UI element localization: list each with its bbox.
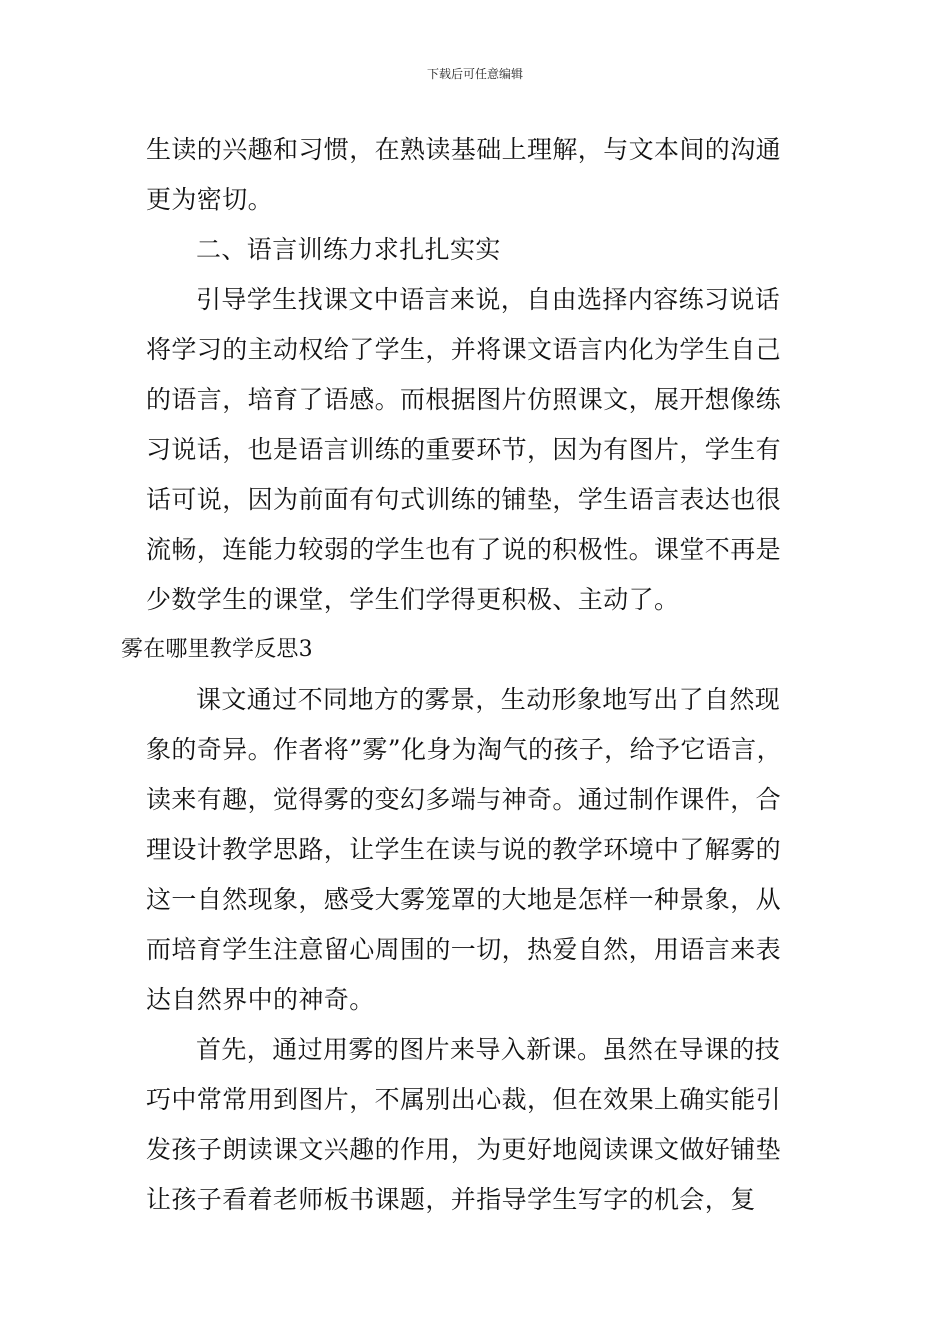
section-heading: 二、语言训练力求扎扎实实 (196, 235, 501, 264)
body-line: 让孩子看着老师板书课题，并指导学生写字的机会，复 (146, 1185, 756, 1214)
body-line: 少数学生的课堂，学生们学得更积极、主动了。 (146, 585, 680, 614)
body-line: 流畅，连能力较弱的学生也有了说的积极性。课堂不再是 (146, 535, 782, 564)
body-line: 的语言，培育了语感。而根据图片仿照课文，展开想像练 (146, 385, 782, 414)
body-line: 首先，通过用雾的图片来导入新课。虽然在导课的技 (196, 1035, 781, 1064)
section-title: 雾在哪里教学反思3 (121, 637, 313, 662)
body-line: 将学习的主动权给了学生，并将课文语言内化为学生自己 (146, 335, 782, 364)
body-line: 生读的兴趣和习惯，在熟读基础上理解，与文本间的沟通 (146, 135, 782, 164)
header-note: 下载后可任意编辑 (426, 67, 523, 81)
body-line: 而培育学生注意留心周围的一切，热爱自然，用语言来表 (146, 935, 782, 964)
body-line: 理设计教学思路，让学生在读与说的教学环境中了解雾的 (146, 835, 782, 864)
body-line: 习说话，也是语言训练的重要环节，因为有图片，学生有 (146, 435, 782, 464)
body-line: 这一自然现象，感受大雾笼罩的大地是怎样一种景象，从 (146, 885, 782, 914)
body-line: 读来有趣，觉得雾的变幻多端与神奇。通过制作课件，合 (146, 785, 782, 814)
body-line: 话可说，因为前面有句式训练的铺垫，学生语言表达也很 (146, 485, 782, 514)
body-line: 发孩子朗读课文兴趣的作用，为更好地阅读课文做好铺垫 (146, 1135, 782, 1164)
body-line: 更为密切。 (146, 185, 274, 214)
body-line: 达自然界中的神奇。 (146, 985, 375, 1014)
body-line: 引导学生找课文中语言来说，自由选择内容练习说话 (196, 285, 781, 314)
body-line: 巧中常常用到图片，不属别出心裁，但在效果上确实能引 (146, 1085, 782, 1114)
body-line: 象的奇异。作者将”雾”化身为淘气的孩子，给予它语言， (146, 735, 782, 764)
body-line: 课文通过不同地方的雾景，生动形象地写出了自然现 (196, 685, 781, 714)
